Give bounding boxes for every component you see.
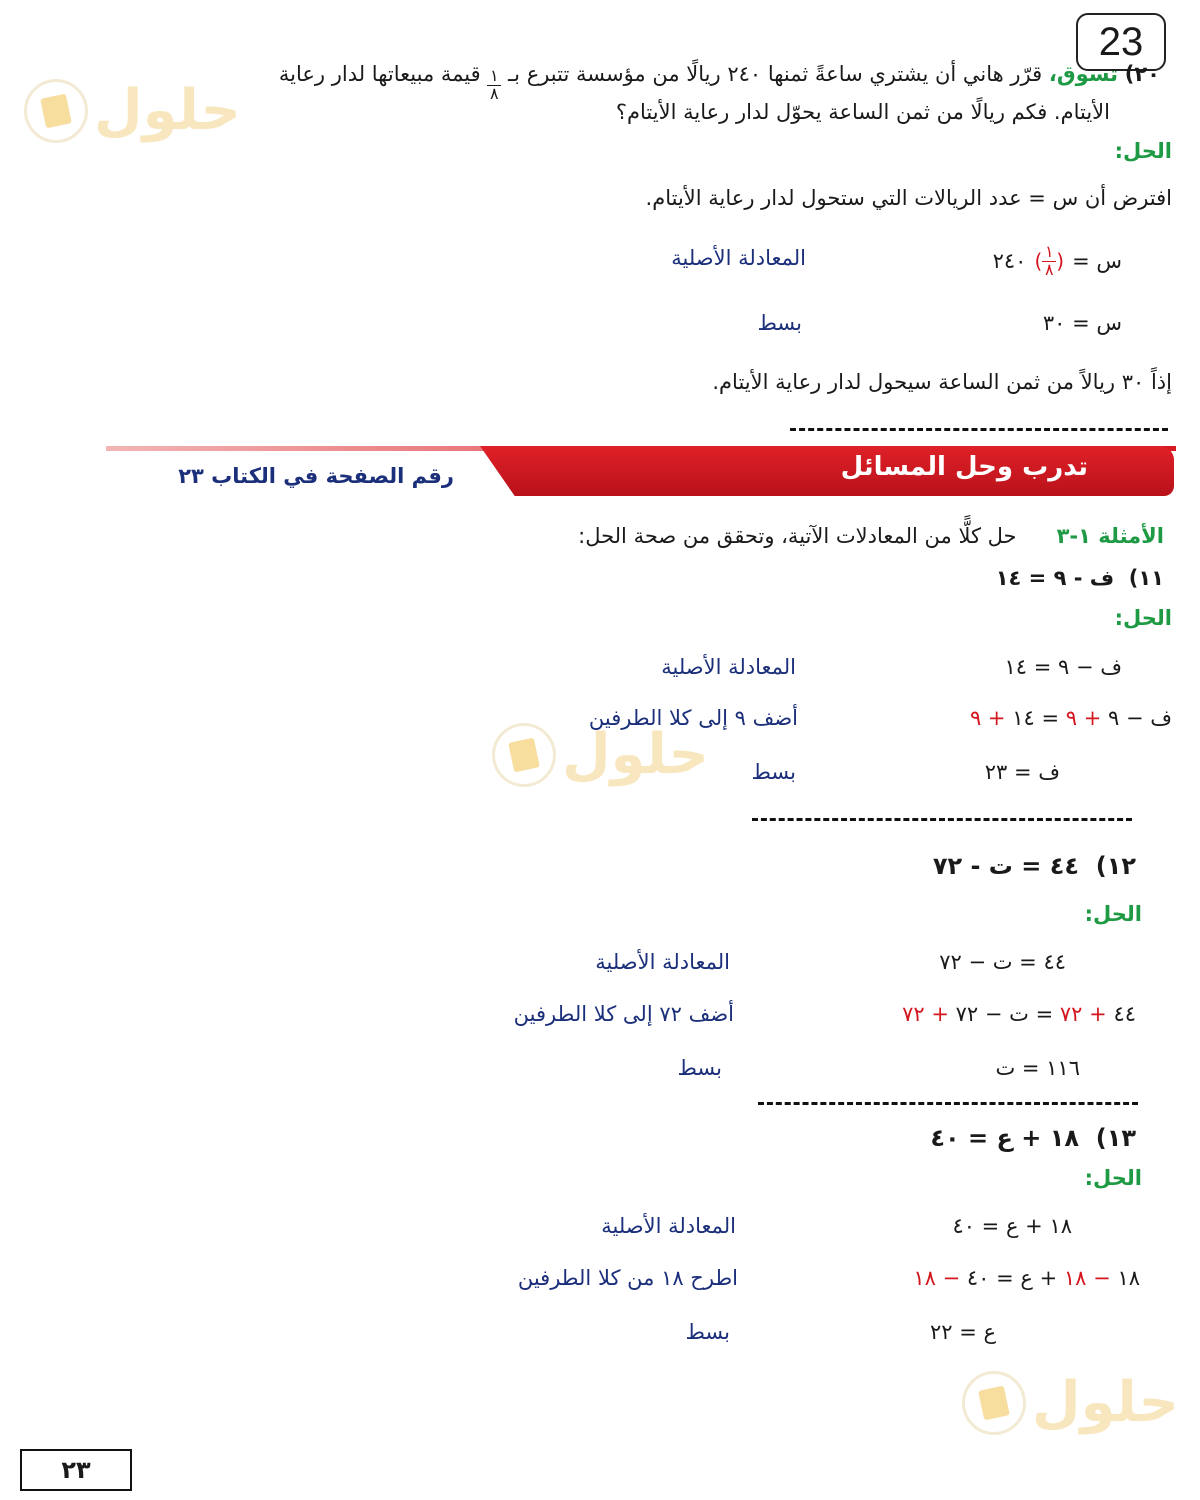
problem-13-header: ١٣) ١٨ + ع = ٤٠ (930, 1124, 1136, 1152)
book-icon (962, 1371, 1026, 1435)
watermark-logo: حلول (492, 722, 709, 787)
p13-step2-note: اطرح ١٨ من كلا الطرفين (517, 1266, 738, 1290)
problem-text-end: قيمة مبيعاتها لدار رعاية (278, 62, 481, 86)
solution-label: الحل: (1114, 139, 1172, 163)
p13-step1-note: المعادلة الأصلية (601, 1214, 736, 1238)
divider (752, 818, 1132, 821)
p12-step3-note: بسط (677, 1056, 722, 1080)
p12-step2-note: أضف ٧٢ إلى كلا الطرفين (513, 1002, 734, 1026)
divider (790, 428, 1168, 431)
instructions-line (578, 524, 1164, 548)
section-title: تدرب وحل المسائل (840, 452, 1088, 482)
fraction-one-eighth: $\frac{١}{٨}$ (487, 68, 501, 103)
p11-step1-equation: ف − ٩ = ١٤ (1004, 655, 1122, 679)
problem-10-line2: الأيتام. فكم ريالًا من ثمن الساعة يحوّل لدار رعاية الأيتام؟ (615, 100, 1110, 124)
solution-label: الحل: (1084, 902, 1142, 926)
examples-ref: الأمثلة ١-٣ (1056, 524, 1164, 548)
p12-step1-equation: ٤٤ = ت − ٧٢ (939, 950, 1066, 974)
instructions-text: حل كلًّا من المعادلات الآتية، وتحقق من صحة الحل: (578, 524, 1017, 548)
p10-step1-equation: س = ( $\frac{١}{٨}$ ) ٢٤٠ (992, 242, 1122, 279)
p13-step3-note: بسط (685, 1320, 730, 1344)
problem-number: ٢٠) (1124, 62, 1160, 86)
problem-topic: تسوق، (1048, 62, 1119, 86)
p12-step3-equation: ١١٦ = ت (995, 1056, 1080, 1080)
page-number-box: 23 (1076, 13, 1166, 71)
problem-11-header: ١١) ف - ٩ = ١٤ (995, 566, 1164, 590)
p10-conclusion: إذاً ٣٠ ريالاً من ثمن الساعة سيحول لدار رعاية الأيتام. (712, 370, 1172, 394)
problem-12-header: ١٢) ٤٤ = ت - ٧٢ (932, 852, 1136, 880)
book-icon (24, 79, 88, 143)
p10-step2-equation: س = ٣٠ (1042, 311, 1122, 335)
problem-10-line1 (279, 62, 1160, 103)
p11-step2-equation: ف − ٩ + ٩ = ١٤ + ٩ (969, 706, 1172, 730)
assumption-text: افترض أن س = عدد الريالات التي ستحول لدار رعاية الأيتام. (645, 186, 1172, 210)
p13-step2-equation: ١٨ − ١٨ + ع = ٤٠ − ١٨ (913, 1266, 1140, 1290)
fraction-paren: ( $\frac{١}{٨}$ ) (1034, 242, 1065, 279)
problem-text: قرّر هاني أن يشتري ساعةً ثمنها ٢٤٠ ريالًا من مؤسسة تتبرع بـ (508, 62, 1043, 86)
solution-label: الحل: (1114, 606, 1172, 630)
p12-step1-note: المعادلة الأصلية (595, 950, 730, 974)
p11-step1-note: المعادلة الأصلية (661, 655, 796, 679)
p11-step2-note: أضف ٩ إلى كلا الطرفين (588, 706, 798, 730)
watermark-logo: حلول (24, 78, 241, 143)
divider (758, 1102, 1138, 1105)
book-icon (492, 723, 556, 787)
footer-page-number: ٢٣ (20, 1449, 132, 1491)
p10-step2-note: بسط (757, 311, 802, 335)
p10-step1-note: المعادلة الأصلية (671, 246, 806, 270)
p11-step3-note: بسط (751, 760, 796, 784)
solution-label: الحل: (1084, 1166, 1142, 1190)
p12-step2-equation: ٤٤ + ٧٢ = ت − ٧٢ + ٧٢ (902, 1002, 1136, 1026)
book-page-ref: رقم الصفحة في الكتاب ٢٣ (178, 464, 454, 488)
watermark-logo: حلول (962, 1370, 1179, 1435)
p11-step3-equation: ف = ٢٣ (984, 760, 1060, 784)
p13-step3-equation: ع = ٢٢ (929, 1320, 996, 1344)
p13-step1-equation: ١٨ + ع = ٤٠ (952, 1214, 1072, 1238)
